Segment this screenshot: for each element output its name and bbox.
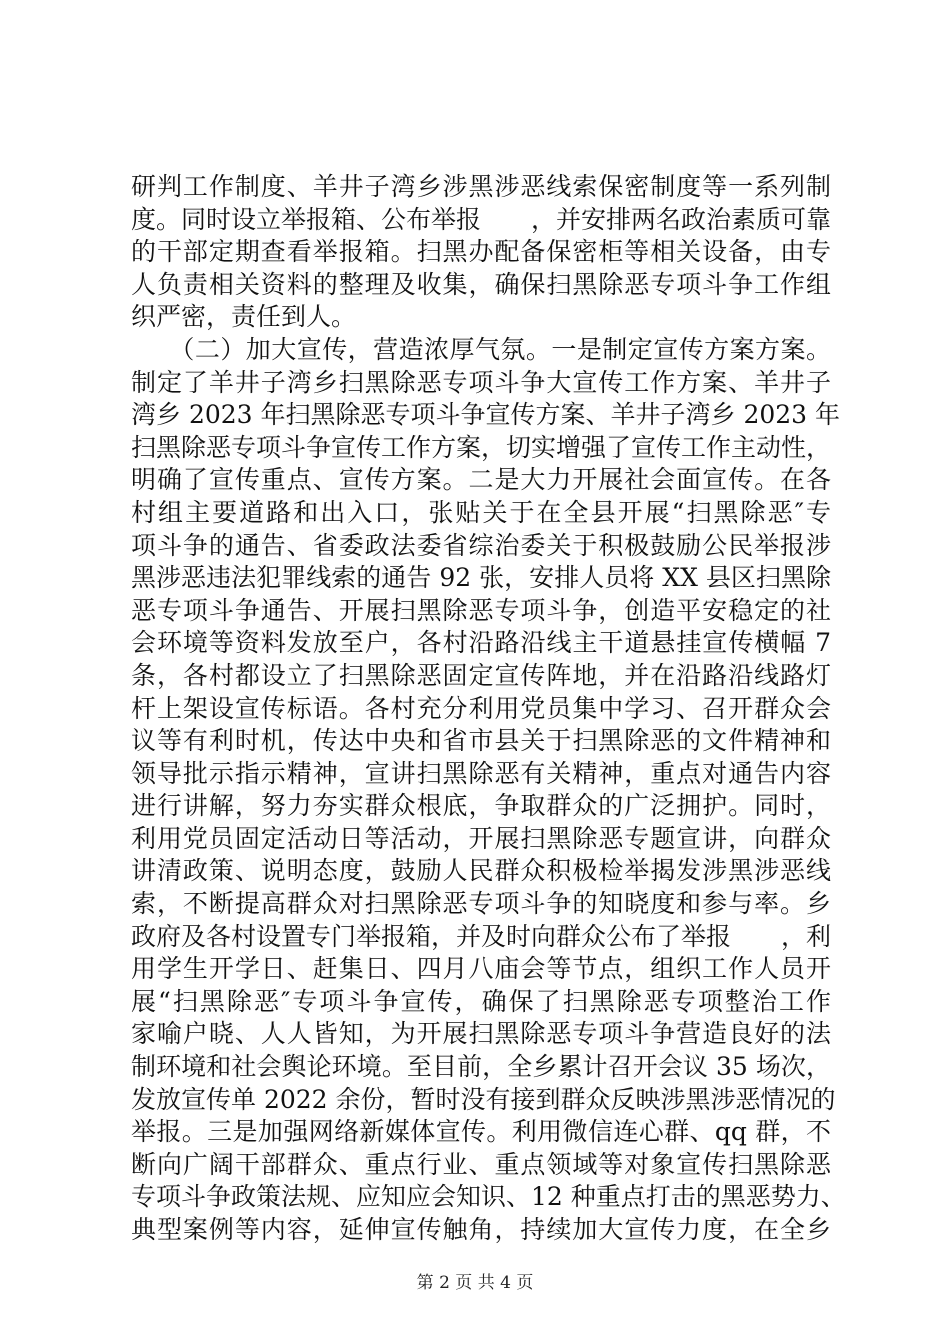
text-line: 村组主要道路和出入口，张贴关于在全县开展“扫黑除恶″专 bbox=[131, 497, 831, 527]
text-line: 制环境和社会舆论环境。至目前，全乡累计召开会议 35 场次， bbox=[131, 1052, 831, 1082]
text-line: 讲清政策、说明态度，鼓励人民群众积极检举揭发涉黑涉恶线 bbox=[131, 856, 831, 886]
text-line: 进行讲解，努力夯实群众根底，争取群众的广泛拥护。同时， bbox=[131, 791, 831, 821]
text-line: 恶专项斗争通告、开展扫黑除恶专项斗争，创造平安稳定的社 bbox=[131, 595, 831, 625]
text-line: 研判工作制度、羊井子湾乡涉黑涉恶线索保密制度等一系列制 bbox=[131, 172, 831, 201]
text-line: 政府及各村设置专门举报箱，并及时向群众公布了举报 ，利 bbox=[131, 921, 832, 951]
page-number-footer: 第 2 页 共 4 页 bbox=[416, 1273, 534, 1293]
text-line: 展“扫黑除恶″专项斗争宣传，确保了扫黑除恶专项整治工作 bbox=[131, 986, 831, 1016]
text-line: 断向广阔干部群众、重点行业、重点领域等对象宣传扫黑除恶 bbox=[131, 1149, 831, 1179]
text-line: 家喻户晓、人人皆知，为开展扫黑除恶专项斗争营造良好的法 bbox=[131, 1019, 831, 1049]
text-line: 利用党员固定活动日等活动，开展扫黑除恶专题宣讲，向群众 bbox=[131, 823, 831, 853]
text-line: （二）加大宣传，营造浓厚气氛。一是制定宣传方案方案。 bbox=[131, 334, 831, 364]
text-line: 议等有利时机，传达中央和省市县关于扫黑除恶的文件精神和 bbox=[131, 726, 831, 756]
text-line: 索，不断提高群众对扫黑除恶专项斗争的知晓度和参与率。乡 bbox=[131, 889, 831, 919]
text-line: 织严密，责任到人。 bbox=[131, 302, 357, 332]
text-line: 条，各村都设立了扫黑除恶固定宣传阵地，并在沿路沿线路灯 bbox=[131, 660, 831, 690]
text-line: 杆上架设宣传标语。各村充分利用党员集中学习、召开群众会 bbox=[131, 693, 831, 723]
text-line: 的干部定期查看举报箱。扫黑办配备保密柜等相关设备，由专 bbox=[131, 237, 831, 267]
text-line: 项斗争的通告、省委政法委省综治委关于积极鼓励公民举报涉 bbox=[131, 530, 831, 560]
text-line: 用学生开学日、赶集日、四月八庙会等节点，组织工作人员开 bbox=[131, 954, 831, 984]
text-line: 典型案例等内容，延伸宣传触角，持续加大宣传力度，在全乡 bbox=[131, 1215, 831, 1244]
text-line: 会环境等资料发放至户，各村沿路沿线主干道悬挂宣传横幅 7 bbox=[131, 628, 831, 658]
text-line: 扫黑除恶专项斗争宣传工作方案，切实增强了宣传工作主动性， bbox=[131, 432, 832, 462]
text-line: 领导批示指示精神，宣讲扫黑除恶有关精神，重点对通告内容 bbox=[131, 758, 831, 788]
text-line: 制定了羊井子湾乡扫黑除恶专项斗争大宣传工作方案、羊井子 bbox=[131, 367, 831, 397]
text-line: 人负责相关资料的整理及收集，确保扫黑除恶专项斗争工作组 bbox=[131, 269, 831, 299]
text-line: 专项斗争政策法规、应知应会知识、12 种重点打击的黑恶势力、 bbox=[131, 1182, 846, 1212]
text-line: 湾乡 2023 年扫黑除恶专项斗争宣传方案、羊井子湾乡 2023 年 bbox=[131, 400, 841, 430]
text-line: 黑涉恶违法犯罪线索的通告 92 张，安排人员将 XX 县区扫黑除 bbox=[131, 563, 831, 593]
text-line: 发放宣传单 2022 余份，暂时没有接到群众反映涉黑涉恶情况的 bbox=[131, 1084, 836, 1114]
text-line: 度。同时设立举报箱、公布举报 ，并安排两名政治素质可靠 bbox=[131, 204, 832, 234]
text-line: 举报。三是加强网络新媒体宣传。利用微信连心群、qq 群，不 bbox=[131, 1117, 831, 1147]
text-line: 明确了宣传重点、宣传方案。二是大力开展社会面宣传。在各 bbox=[131, 465, 831, 495]
body-text bbox=[131, 171, 846, 1247]
